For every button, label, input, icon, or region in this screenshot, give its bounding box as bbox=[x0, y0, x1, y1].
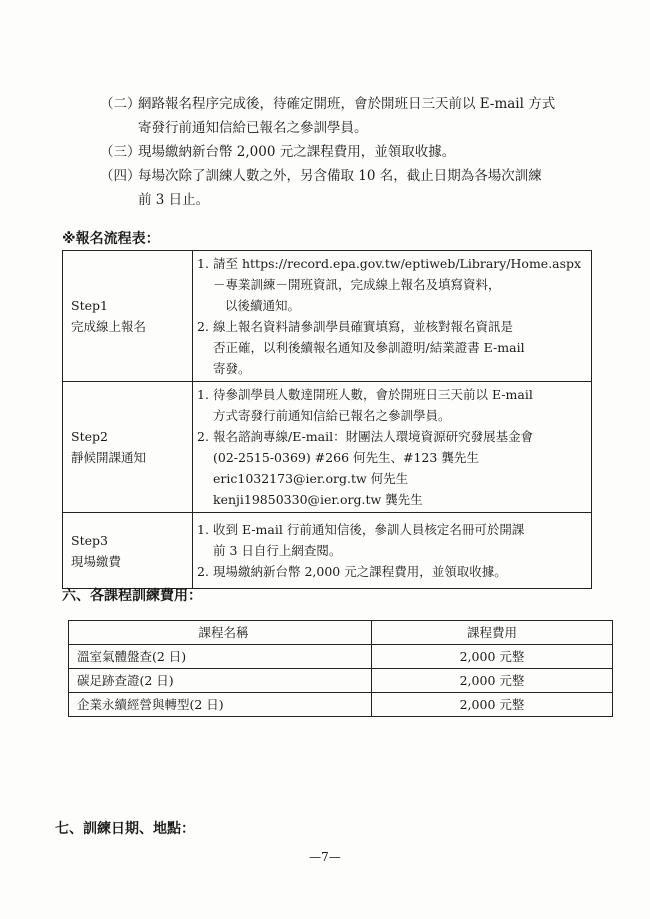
flow-detail-cell bbox=[193, 251, 592, 382]
course-fee: 2,000 元整 bbox=[372, 693, 613, 717]
detail-line: 請至 https://record.epa.gov.tw/eptiweb/Library/Home.aspx bbox=[213, 256, 582, 271]
detail-line: 以後續通知。 bbox=[225, 298, 301, 313]
detail-line: 報名諮詢專線/E-mail：財團法人環境資源研究發展基金會 bbox=[213, 429, 534, 444]
detail-line: 否正確，以利後續報名通知及參訓證明/結業證書 E-mail bbox=[213, 340, 525, 355]
item-number: （四） bbox=[100, 168, 141, 184]
course-name: 碳足跡查證(2 日) bbox=[69, 669, 372, 693]
detail-line: 前 3 日自行上網查閱。 bbox=[213, 543, 342, 558]
course-name: 企業永續經營與轉型(2 日) bbox=[69, 693, 372, 717]
course-name: 溫室氣體盤查(2 日) bbox=[69, 645, 372, 669]
item-line: 現場繳納新台幣 2,000 元之課程費用，並領取收據。 bbox=[138, 144, 456, 160]
step-label: Step1 bbox=[71, 298, 108, 313]
detail-number: 2. bbox=[197, 319, 209, 334]
step-label: Step2 bbox=[71, 429, 108, 444]
fee-title: 六、各課程訓練費用： bbox=[62, 588, 202, 604]
fee-row bbox=[69, 669, 613, 693]
detail-line: 待參訓學員人數達開班人數，會於開班日三天前以 E-mail bbox=[213, 387, 533, 402]
detail-line: 現場繳納新台幣 2,000 元之課程費用，並領取收據。 bbox=[213, 564, 507, 579]
flow-row bbox=[63, 251, 592, 382]
flow-title: ※報名流程表： bbox=[62, 231, 160, 247]
flow-row bbox=[63, 513, 592, 589]
registration-flow-table bbox=[62, 250, 592, 589]
detail-line: 線上報名資料請參訓學員確實填寫，並核對報名資訊是 bbox=[213, 319, 514, 334]
fee-header-cost: 課程費用 bbox=[372, 621, 613, 645]
detail-number: 2. bbox=[197, 564, 209, 579]
flow-row bbox=[63, 382, 592, 513]
flow-detail-cell bbox=[193, 382, 592, 513]
detail-line: 寄發。 bbox=[213, 361, 251, 376]
item-line: 網路報名程序完成後，待確定開班，會於開班日三天前以 E-mail 方式 bbox=[138, 96, 556, 112]
contact-email: eric1032173@ier.org.tw 何先生 bbox=[213, 471, 409, 486]
contact-email: kenji19850330@ier.org.tw 龔先生 bbox=[213, 492, 423, 507]
item-line: 寄發行前通知信給已報名之參訓學員。 bbox=[138, 120, 368, 136]
item-number: （三） bbox=[100, 144, 141, 160]
flow-step-cell bbox=[63, 513, 193, 589]
item-line: 每場次除了訓練人數之外，另含備取 10 名，截止日期為各場次訓練 bbox=[138, 168, 542, 184]
fee-row bbox=[69, 645, 613, 669]
flow-detail-cell bbox=[193, 513, 592, 589]
course-fee: 2,000 元整 bbox=[372, 669, 613, 693]
flow-step-cell bbox=[63, 251, 193, 382]
step-name: 現場繳費 bbox=[71, 553, 122, 569]
step-label: Step3 bbox=[71, 532, 108, 548]
detail-number: 1. bbox=[197, 387, 209, 402]
detail-line: 方式寄發行前通知信給已報名之參訓學員。 bbox=[213, 408, 451, 423]
item-number: （二） bbox=[100, 96, 141, 112]
detail-number: 2. bbox=[197, 429, 209, 444]
step-name: 完成線上報名 bbox=[71, 319, 147, 334]
detail-number: 1. bbox=[197, 522, 209, 537]
fee-header-course: 課程名稱 bbox=[69, 621, 372, 645]
course-fee: 2,000 元整 bbox=[372, 645, 613, 669]
section7-title: 七、訓練日期、地點： bbox=[55, 821, 195, 837]
page-number: —7— bbox=[309, 850, 341, 864]
detail-line: (02-2515-0369) #266 何先生、#123 龔先生 bbox=[213, 450, 479, 465]
detail-line: 收到 E-mail 行前通知信後，參訓人員核定名冊可於開課 bbox=[213, 522, 525, 537]
flow-step-cell bbox=[63, 382, 193, 513]
fee-table bbox=[68, 620, 613, 717]
fee-header-row bbox=[69, 621, 613, 645]
detail-number: 1. bbox=[197, 256, 209, 271]
detail-line: －專業訓練－開班資訊，完成線上報名及填寫資料， bbox=[213, 277, 501, 292]
fee-row bbox=[69, 693, 613, 717]
item-line: 前 3 日止。 bbox=[138, 192, 210, 208]
step-name: 靜候開課通知 bbox=[71, 450, 147, 465]
